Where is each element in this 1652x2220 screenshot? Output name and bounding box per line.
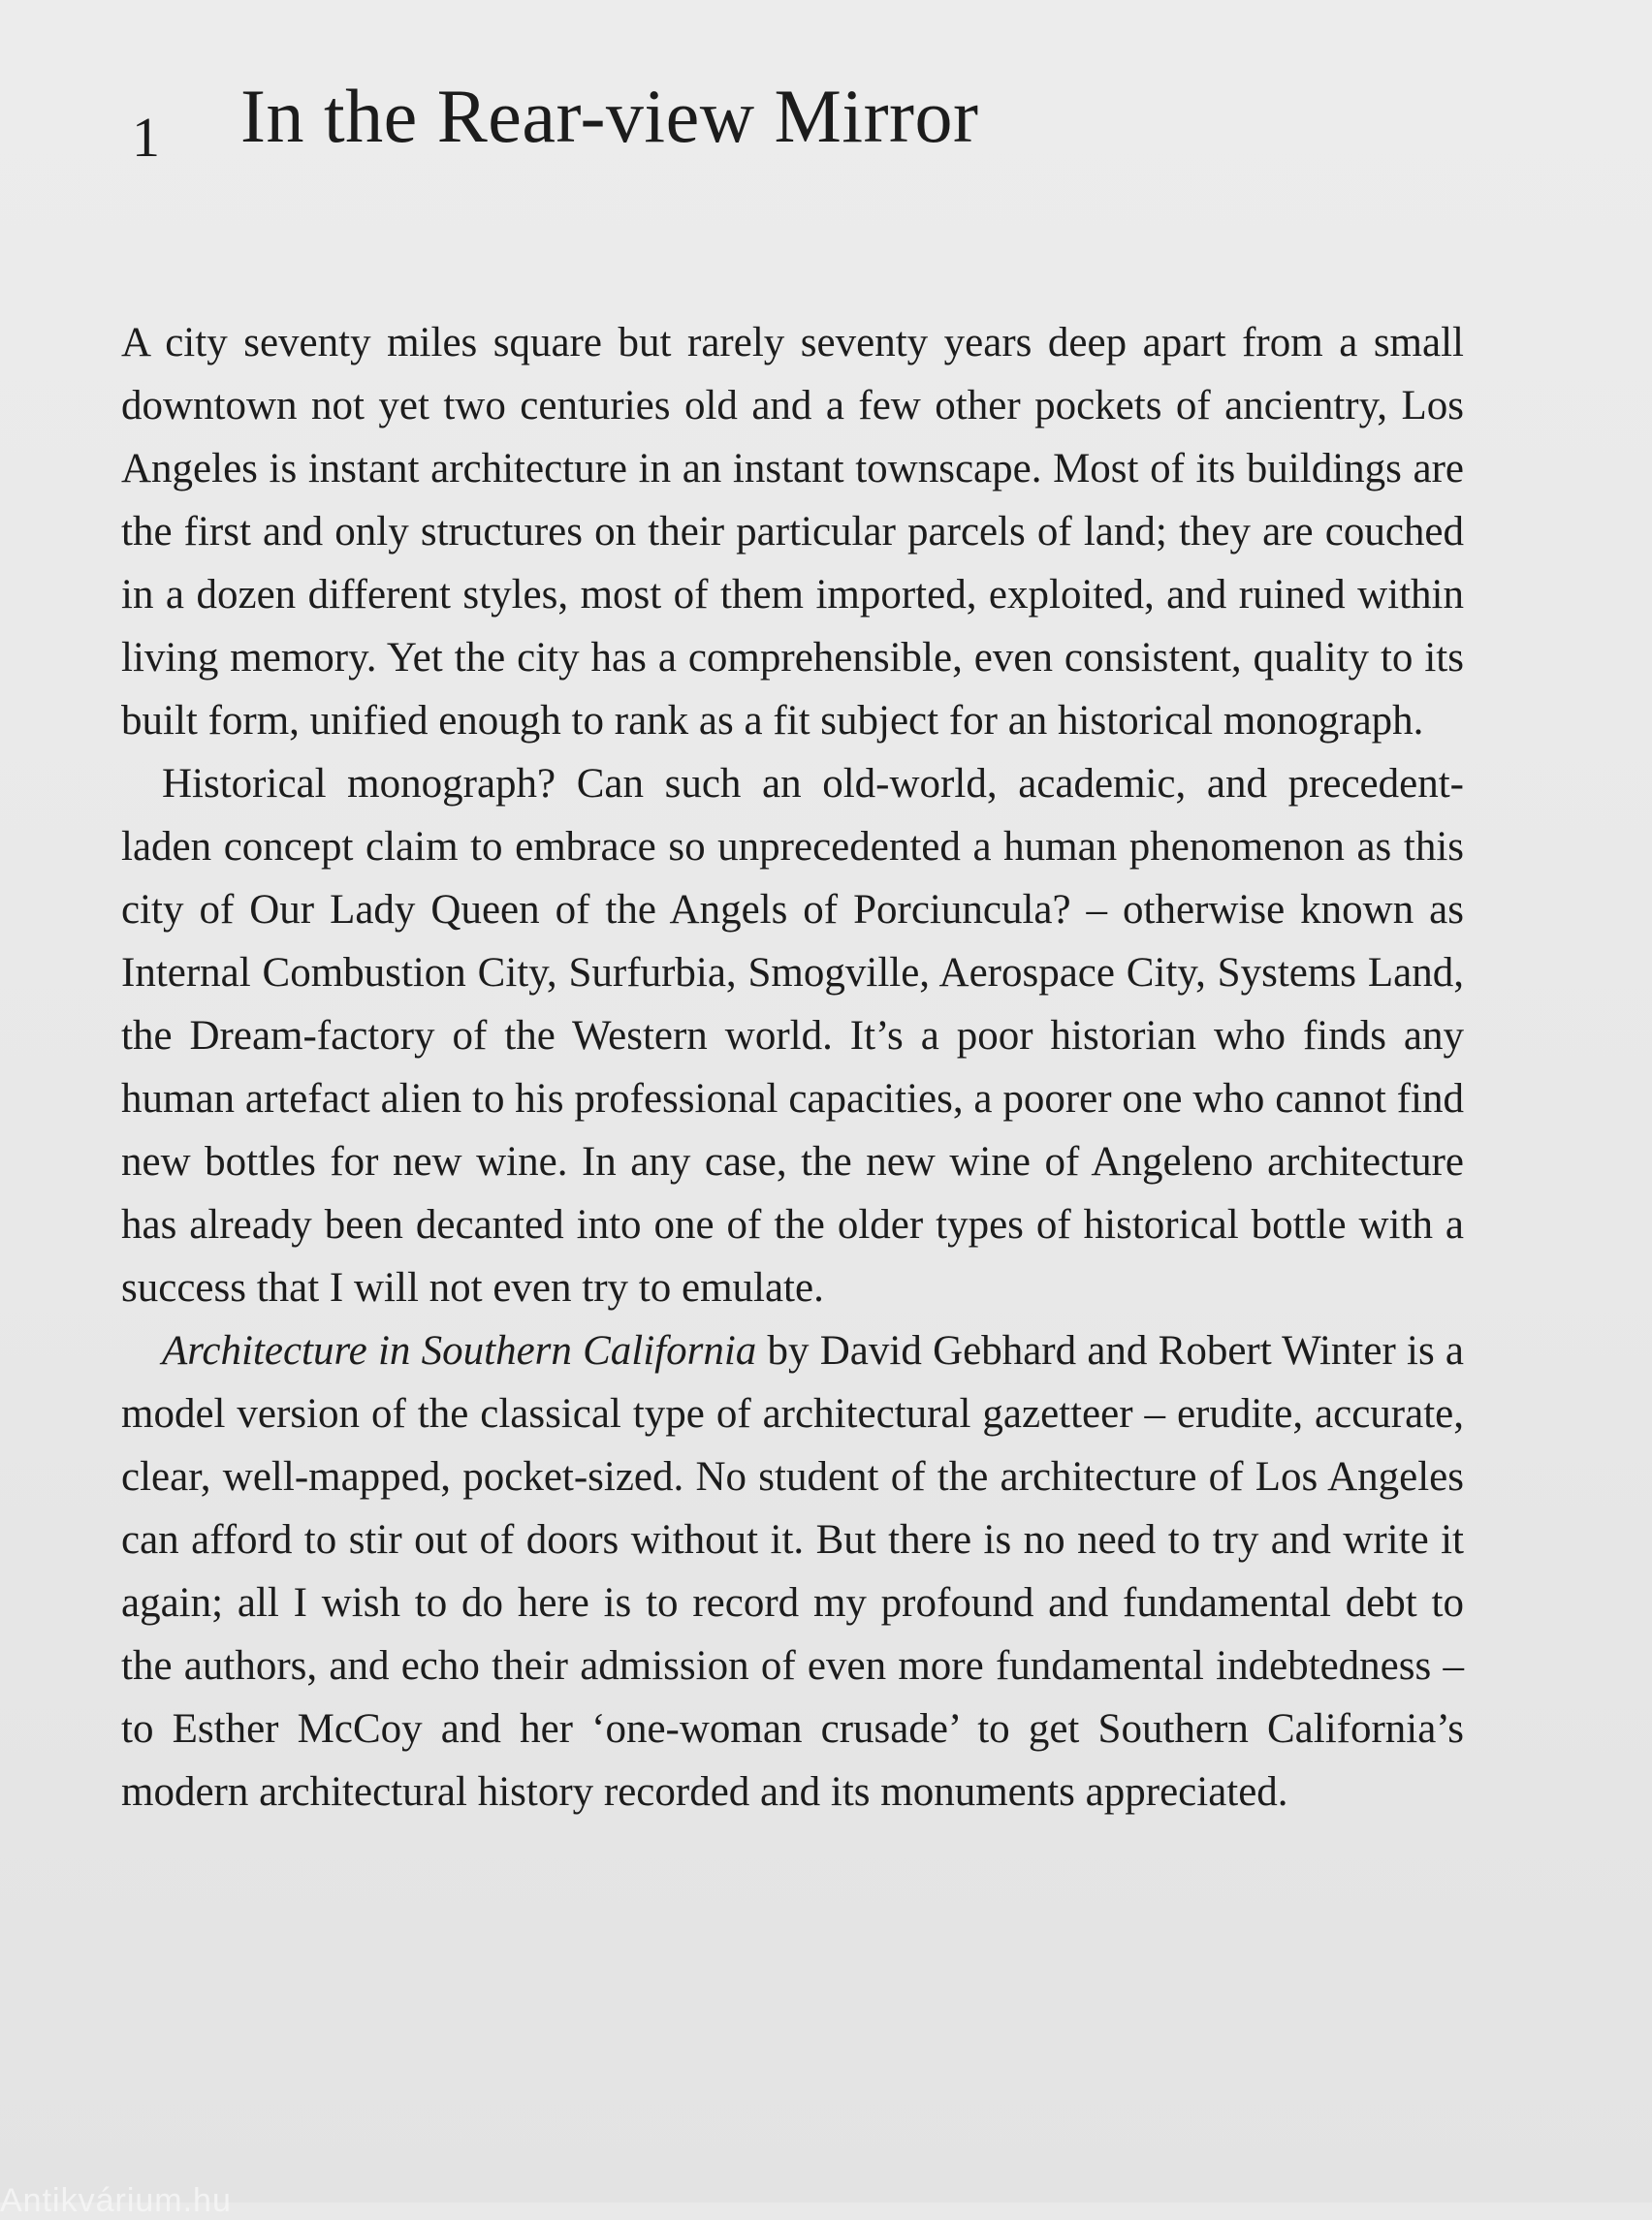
paragraph-2: Historical monograph? Can such an old-world, academic, and precedent-laden concept claim to embrace so unprecedented a human phenomenon as this city of Our Lady Queen of the Angels of Porciuncula? – otherwise known as Internal Combustion City, Surfurbia, Smogville, Aerospace City, Systems Land, the Dream-factory of the Western world. It’s a poor historian who finds any human artefact alien to his professional capacities, a poorer one who cannot find new bottles for new wine. In any case, the new wine of Angeleno architecture has already been decanted into one of the older types of historical bottle with a success that I will not even try to emulate. (121, 761, 1464, 1311)
paragraph-3 (121, 1319, 1464, 1824)
book-title-reference: Architecture in Southern California (162, 1328, 757, 1374)
chapter-title: In the Rear-view Mirror (240, 74, 979, 158)
paragraph-3-text: by David Gebhard and Robert Winter is a model version of the classical type of architectural gazetteer – erudite, accurate, clear, well-mapped, pocket-sized. No student of the architecture of Los Angeles can afford to stir out of doors without it. But there is no need to try and write it again; all I wish to do here is to record my profound and fundamental debt to the authors, and echo their admission of even more fundamental indebtedness – to Esther McCoy and her ‘one-woman crusade’ to get Southern California’s modern architectural history recorded and its monuments appreciated. (121, 1328, 1464, 1815)
watermark: Antikvárium.hu (0, 2182, 232, 2219)
paragraph-1: A city seventy miles square but rarely seventy years deep apart from a small downtown not yet two centuries old and a few other pockets of ancientry, Los Angeles is instant architecture in an instant townscape. Most of its buildings are the first and only structures on their particular parcels of land; they are couched in a dozen different styles, most of them imported, exploited, and ruined within living memory. Yet the city has a comprehensible, even consistent, quality to its built form, unified enough to rank as a fit subject for an historical monograph. (121, 320, 1464, 744)
chapter-number: 1 (132, 106, 160, 169)
body-text (121, 311, 1464, 1824)
